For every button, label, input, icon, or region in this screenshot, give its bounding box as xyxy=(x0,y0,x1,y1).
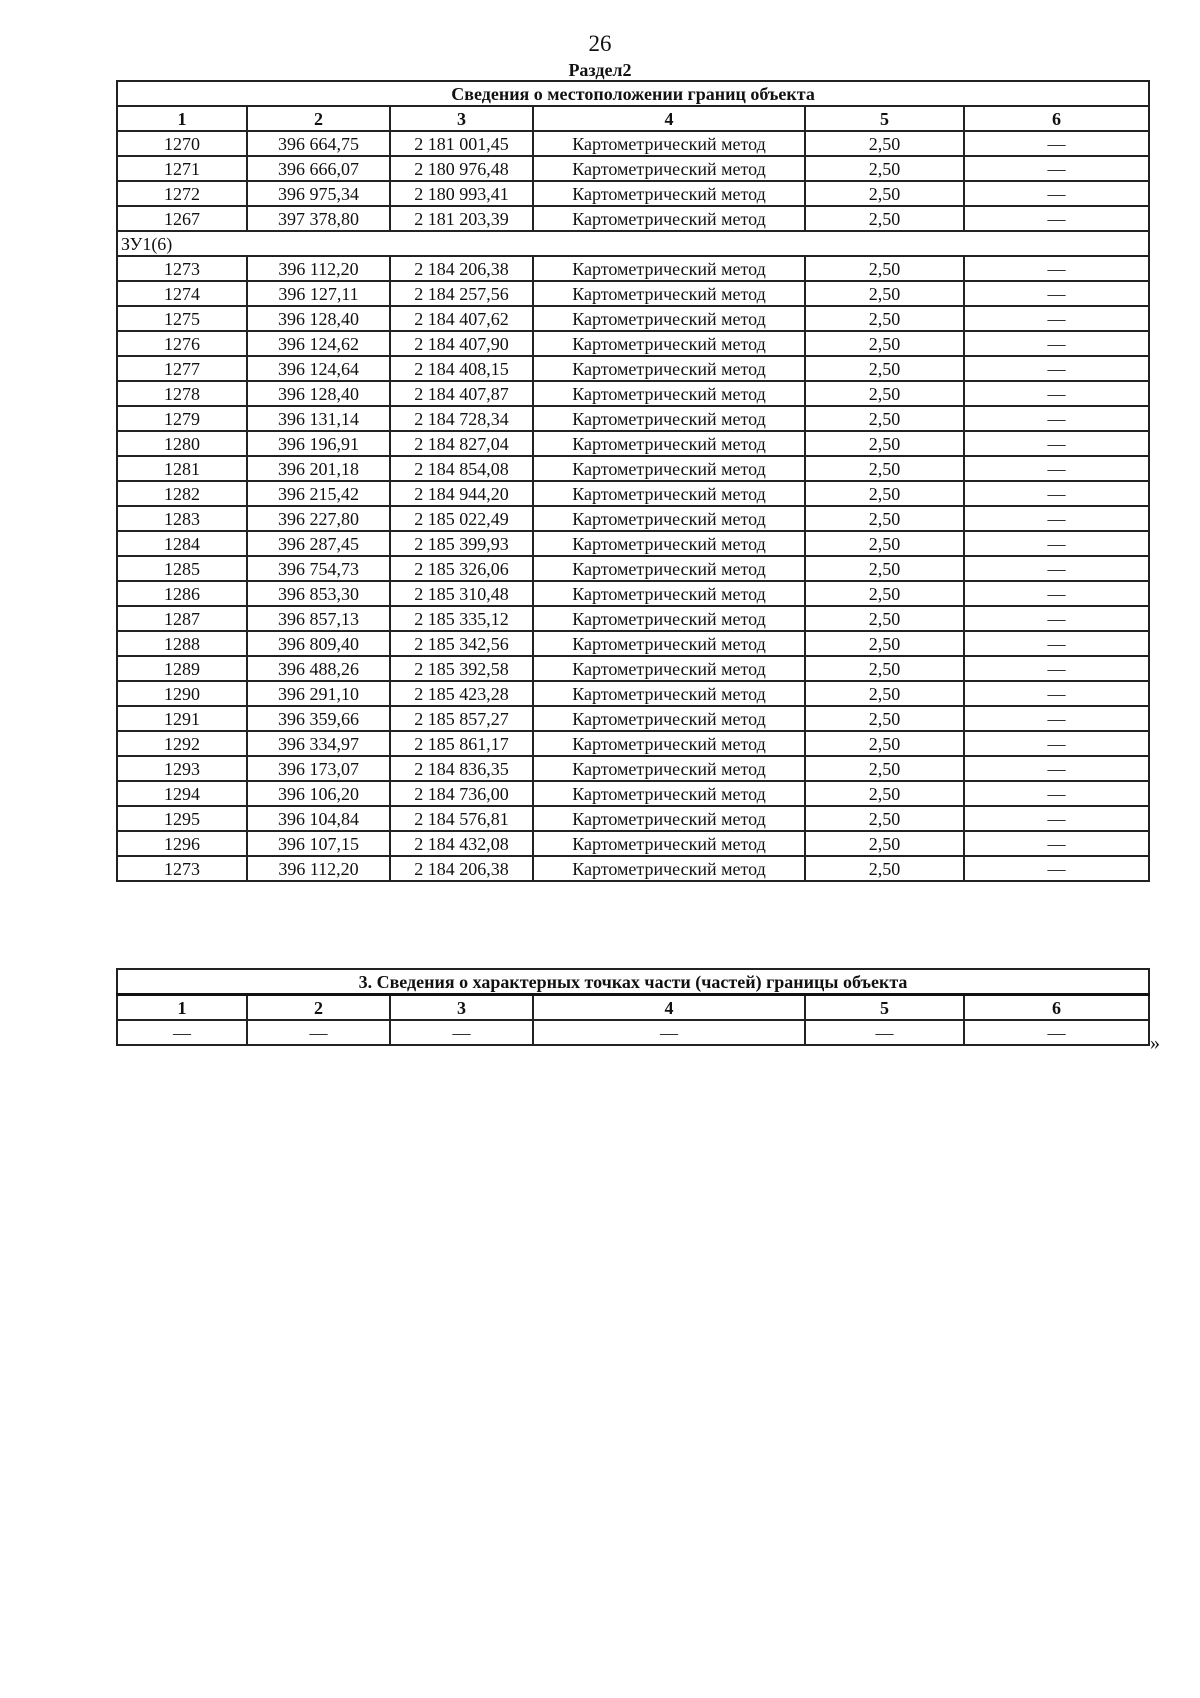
table-row xyxy=(117,431,1149,456)
x-coordinate-cell: 396 131,14 xyxy=(247,406,390,431)
point-number-cell: 1276 xyxy=(117,331,247,356)
point-number-cell: 1279 xyxy=(117,406,247,431)
y-coordinate-cell: 2 185 326,06 xyxy=(390,556,533,581)
accuracy-cell: 2,50 xyxy=(805,431,964,456)
y-coordinate-cell: 2 184 206,38 xyxy=(390,856,533,881)
description-cell: — xyxy=(964,1020,1149,1045)
method-cell: Картометрический метод xyxy=(533,431,805,456)
x-coordinate-cell: 396 196,91 xyxy=(247,431,390,456)
x-coordinate-cell: 396 104,84 xyxy=(247,806,390,831)
table-row xyxy=(117,1020,1149,1045)
description-cell: — xyxy=(964,781,1149,806)
table-title: 3. Сведения о характерных точках части (частей) границы объекта xyxy=(117,969,1149,995)
x-coordinate-cell: 396 112,20 xyxy=(247,856,390,881)
description-cell: — xyxy=(964,381,1149,406)
method-cell: Картометрический метод xyxy=(533,831,805,856)
method-cell: Картометрический метод xyxy=(533,181,805,206)
description-cell: — xyxy=(964,731,1149,756)
method-cell: Картометрический метод xyxy=(533,481,805,506)
part-points-table xyxy=(116,968,1150,1046)
table-row xyxy=(117,281,1149,306)
point-number-cell: — xyxy=(117,1020,247,1045)
description-cell: — xyxy=(964,856,1149,881)
accuracy-cell: 2,50 xyxy=(805,731,964,756)
x-coordinate-cell: 396 664,75 xyxy=(247,131,390,156)
description-cell: — xyxy=(964,656,1149,681)
method-cell: Картометрический метод xyxy=(533,531,805,556)
x-coordinate-cell: 396 488,26 xyxy=(247,656,390,681)
point-number-cell: 1291 xyxy=(117,706,247,731)
accuracy-cell: 2,50 xyxy=(805,481,964,506)
y-coordinate-cell: 2 184 206,38 xyxy=(390,256,533,281)
column-number-row xyxy=(117,995,1149,1021)
table-row xyxy=(117,631,1149,656)
method-cell: Картометрический метод xyxy=(533,606,805,631)
point-number-cell: 1277 xyxy=(117,356,247,381)
column-number: 1 xyxy=(117,995,247,1021)
column-number: 3 xyxy=(390,106,533,131)
y-coordinate-cell: 2 184 432,08 xyxy=(390,831,533,856)
table-row xyxy=(117,406,1149,431)
x-coordinate-cell: 396 809,40 xyxy=(247,631,390,656)
section-heading: Раздел2 xyxy=(568,60,632,80)
accuracy-cell: 2,50 xyxy=(805,606,964,631)
description-cell: — xyxy=(964,281,1149,306)
accuracy-cell: 2,50 xyxy=(805,581,964,606)
table-row xyxy=(117,156,1149,181)
x-coordinate-cell: — xyxy=(247,1020,390,1045)
x-coordinate-cell: 396 291,10 xyxy=(247,681,390,706)
accuracy-cell: 2,50 xyxy=(805,756,964,781)
description-cell: — xyxy=(964,581,1149,606)
method-cell: Картометрический метод xyxy=(533,506,805,531)
y-coordinate-cell: 2 181 001,45 xyxy=(390,131,533,156)
accuracy-cell: 2,50 xyxy=(805,656,964,681)
x-coordinate-cell: 396 124,62 xyxy=(247,331,390,356)
accuracy-cell: — xyxy=(805,1020,964,1045)
point-number-cell: 1270 xyxy=(117,131,247,156)
x-coordinate-cell: 396 201,18 xyxy=(247,456,390,481)
x-coordinate-cell: 396 666,07 xyxy=(247,156,390,181)
method-cell: Картометрический метод xyxy=(533,381,805,406)
group-row xyxy=(117,231,1149,256)
description-cell: — xyxy=(964,206,1149,231)
table-row xyxy=(117,531,1149,556)
method-cell: Картометрический метод xyxy=(533,256,805,281)
x-coordinate-cell: 396 128,40 xyxy=(247,381,390,406)
accuracy-cell: 2,50 xyxy=(805,631,964,656)
x-coordinate-cell: 396 124,64 xyxy=(247,356,390,381)
accuracy-cell: 2,50 xyxy=(805,406,964,431)
column-number: 3 xyxy=(390,995,533,1021)
description-cell: — xyxy=(964,556,1149,581)
y-coordinate-cell: 2 185 392,58 xyxy=(390,656,533,681)
accuracy-cell: 2,50 xyxy=(805,506,964,531)
method-cell: Картометрический метод xyxy=(533,781,805,806)
y-coordinate-cell: 2 185 861,17 xyxy=(390,731,533,756)
description-cell: — xyxy=(964,331,1149,356)
method-cell: Картометрический метод xyxy=(533,556,805,581)
method-cell: Картометрический метод xyxy=(533,331,805,356)
table-row xyxy=(117,606,1149,631)
accuracy-cell: 2,50 xyxy=(805,156,964,181)
table-row xyxy=(117,581,1149,606)
x-coordinate-cell: 397 378,80 xyxy=(247,206,390,231)
accuracy-cell: 2,50 xyxy=(805,831,964,856)
point-number-cell: 1288 xyxy=(117,631,247,656)
point-number-cell: 1282 xyxy=(117,481,247,506)
column-number: 4 xyxy=(533,995,805,1021)
y-coordinate-cell: 2 184 836,35 xyxy=(390,756,533,781)
table-row xyxy=(117,706,1149,731)
point-number-cell: 1285 xyxy=(117,556,247,581)
column-number: 6 xyxy=(964,995,1149,1021)
table-row xyxy=(117,731,1149,756)
point-number-cell: 1267 xyxy=(117,206,247,231)
boundary-location-table xyxy=(116,80,1150,882)
x-coordinate-cell: 396 112,20 xyxy=(247,256,390,281)
table-title-row xyxy=(117,969,1149,995)
y-coordinate-cell: 2 185 399,93 xyxy=(390,531,533,556)
point-number-cell: 1284 xyxy=(117,531,247,556)
point-number-cell: 1293 xyxy=(117,756,247,781)
accuracy-cell: 2,50 xyxy=(805,306,964,331)
description-cell: — xyxy=(964,131,1149,156)
method-cell: Картометрический метод xyxy=(533,581,805,606)
method-cell: Картометрический метод xyxy=(533,456,805,481)
x-coordinate-cell: 396 975,34 xyxy=(247,181,390,206)
method-cell: Картометрический метод xyxy=(533,656,805,681)
description-cell: — xyxy=(964,756,1149,781)
accuracy-cell: 2,50 xyxy=(805,131,964,156)
point-number-cell: 1273 xyxy=(117,856,247,881)
y-coordinate-cell: 2 184 407,62 xyxy=(390,306,533,331)
y-coordinate-cell: 2 185 335,12 xyxy=(390,606,533,631)
point-number-cell: 1280 xyxy=(117,431,247,456)
accuracy-cell: 2,50 xyxy=(805,331,964,356)
accuracy-cell: 2,50 xyxy=(805,781,964,806)
x-coordinate-cell: 396 754,73 xyxy=(247,556,390,581)
y-coordinate-cell: 2 180 993,41 xyxy=(390,181,533,206)
column-number: 1 xyxy=(117,106,247,131)
table-row xyxy=(117,331,1149,356)
point-number-cell: 1289 xyxy=(117,656,247,681)
description-cell: — xyxy=(964,806,1149,831)
x-coordinate-cell: 396 227,80 xyxy=(247,506,390,531)
x-coordinate-cell: 396 107,15 xyxy=(247,831,390,856)
y-coordinate-cell: 2 185 310,48 xyxy=(390,581,533,606)
description-cell: — xyxy=(964,606,1149,631)
point-number-cell: 1290 xyxy=(117,681,247,706)
description-cell: — xyxy=(964,181,1149,206)
table-row xyxy=(117,356,1149,381)
table-row xyxy=(117,506,1149,531)
accuracy-cell: 2,50 xyxy=(805,681,964,706)
method-cell: Картометрический метод xyxy=(533,356,805,381)
accuracy-cell: 2,50 xyxy=(805,256,964,281)
y-coordinate-cell: 2 184 576,81 xyxy=(390,806,533,831)
y-coordinate-cell: 2 180 976,48 xyxy=(390,156,533,181)
y-coordinate-cell: 2 184 944,20 xyxy=(390,481,533,506)
table-title: Сведения о местоположении границ объекта xyxy=(117,81,1149,106)
method-cell: Картометрический метод xyxy=(533,406,805,431)
point-number-cell: 1296 xyxy=(117,831,247,856)
table-row xyxy=(117,206,1149,231)
point-number-cell: 1278 xyxy=(117,381,247,406)
description-cell: — xyxy=(964,481,1149,506)
table-row xyxy=(117,381,1149,406)
accuracy-cell: 2,50 xyxy=(805,806,964,831)
column-number: 5 xyxy=(805,106,964,131)
description-cell: — xyxy=(964,681,1149,706)
description-cell: — xyxy=(964,256,1149,281)
method-cell: Картометрический метод xyxy=(533,281,805,306)
description-cell: — xyxy=(964,456,1149,481)
point-number-cell: 1272 xyxy=(117,181,247,206)
y-coordinate-cell: 2 181 203,39 xyxy=(390,206,533,231)
accuracy-cell: 2,50 xyxy=(805,856,964,881)
column-number: 6 xyxy=(964,106,1149,131)
accuracy-cell: 2,50 xyxy=(805,181,964,206)
y-coordinate-cell: 2 184 827,04 xyxy=(390,431,533,456)
column-number: 5 xyxy=(805,995,964,1021)
x-coordinate-cell: 396 857,13 xyxy=(247,606,390,631)
point-number-cell: 1273 xyxy=(117,256,247,281)
column-number-row xyxy=(117,106,1149,131)
description-cell: — xyxy=(964,631,1149,656)
description-cell: — xyxy=(964,406,1149,431)
column-number: 2 xyxy=(247,106,390,131)
y-coordinate-cell: 2 185 857,27 xyxy=(390,706,533,731)
page-number: 26 xyxy=(588,31,612,56)
accuracy-cell: 2,50 xyxy=(805,206,964,231)
point-number-cell: 1283 xyxy=(117,506,247,531)
description-cell: — xyxy=(964,531,1149,556)
table-row xyxy=(117,306,1149,331)
x-coordinate-cell: 396 127,11 xyxy=(247,281,390,306)
method-cell: Картометрический метод xyxy=(533,706,805,731)
table-row xyxy=(117,681,1149,706)
accuracy-cell: 2,50 xyxy=(805,556,964,581)
description-cell: — xyxy=(964,706,1149,731)
method-cell: Картометрический метод xyxy=(533,681,805,706)
description-cell: — xyxy=(964,506,1149,531)
method-cell: Картометрический метод xyxy=(533,131,805,156)
x-coordinate-cell: 396 215,42 xyxy=(247,481,390,506)
description-cell: — xyxy=(964,356,1149,381)
table-row xyxy=(117,256,1149,281)
y-coordinate-cell: — xyxy=(390,1020,533,1045)
method-cell: Картометрический метод xyxy=(533,731,805,756)
table-row xyxy=(117,131,1149,156)
y-coordinate-cell: 2 184 407,87 xyxy=(390,381,533,406)
accuracy-cell: 2,50 xyxy=(805,356,964,381)
x-coordinate-cell: 396 287,45 xyxy=(247,531,390,556)
table-row xyxy=(117,481,1149,506)
y-coordinate-cell: 2 184 728,34 xyxy=(390,406,533,431)
point-number-cell: 1274 xyxy=(117,281,247,306)
table-row xyxy=(117,806,1149,831)
description-cell: — xyxy=(964,831,1149,856)
point-number-cell: 1292 xyxy=(117,731,247,756)
x-coordinate-cell: 396 853,30 xyxy=(247,581,390,606)
y-coordinate-cell: 2 185 423,28 xyxy=(390,681,533,706)
table-row xyxy=(117,556,1149,581)
point-number-cell: 1275 xyxy=(117,306,247,331)
method-cell: Картометрический метод xyxy=(533,306,805,331)
point-number-cell: 1287 xyxy=(117,606,247,631)
table-row xyxy=(117,656,1149,681)
y-coordinate-cell: 2 184 407,90 xyxy=(390,331,533,356)
description-cell: — xyxy=(964,156,1149,181)
closing-quote: » xyxy=(1150,1032,1160,1054)
y-coordinate-cell: 2 185 342,56 xyxy=(390,631,533,656)
y-coordinate-cell: 2 184 408,15 xyxy=(390,356,533,381)
method-cell: — xyxy=(533,1020,805,1045)
method-cell: Картометрический метод xyxy=(533,156,805,181)
table-row xyxy=(117,856,1149,881)
accuracy-cell: 2,50 xyxy=(805,281,964,306)
accuracy-cell: 2,50 xyxy=(805,456,964,481)
description-cell: — xyxy=(964,306,1149,331)
accuracy-cell: 2,50 xyxy=(805,706,964,731)
point-number-cell: 1294 xyxy=(117,781,247,806)
y-coordinate-cell: 2 184 736,00 xyxy=(390,781,533,806)
accuracy-cell: 2,50 xyxy=(805,381,964,406)
point-number-cell: 1271 xyxy=(117,156,247,181)
x-coordinate-cell: 396 334,97 xyxy=(247,731,390,756)
table-row xyxy=(117,181,1149,206)
method-cell: Картометрический метод xyxy=(533,856,805,881)
table-row xyxy=(117,831,1149,856)
point-number-cell: 1281 xyxy=(117,456,247,481)
table-row xyxy=(117,456,1149,481)
method-cell: Картометрический метод xyxy=(533,206,805,231)
table-row xyxy=(117,756,1149,781)
method-cell: Картометрический метод xyxy=(533,806,805,831)
accuracy-cell: 2,50 xyxy=(805,531,964,556)
x-coordinate-cell: 396 359,66 xyxy=(247,706,390,731)
y-coordinate-cell: 2 184 854,08 xyxy=(390,456,533,481)
point-number-cell: 1286 xyxy=(117,581,247,606)
group-label: ЗУ1(6) xyxy=(117,231,1149,256)
y-coordinate-cell: 2 184 257,56 xyxy=(390,281,533,306)
x-coordinate-cell: 396 106,20 xyxy=(247,781,390,806)
method-cell: Картометрический метод xyxy=(533,756,805,781)
x-coordinate-cell: 396 173,07 xyxy=(247,756,390,781)
table-title-row xyxy=(117,81,1149,106)
y-coordinate-cell: 2 185 022,49 xyxy=(390,506,533,531)
x-coordinate-cell: 396 128,40 xyxy=(247,306,390,331)
point-number-cell: 1295 xyxy=(117,806,247,831)
method-cell: Картометрический метод xyxy=(533,631,805,656)
table-row xyxy=(117,781,1149,806)
description-cell: — xyxy=(964,431,1149,456)
column-number: 4 xyxy=(533,106,805,131)
column-number: 2 xyxy=(247,995,390,1021)
